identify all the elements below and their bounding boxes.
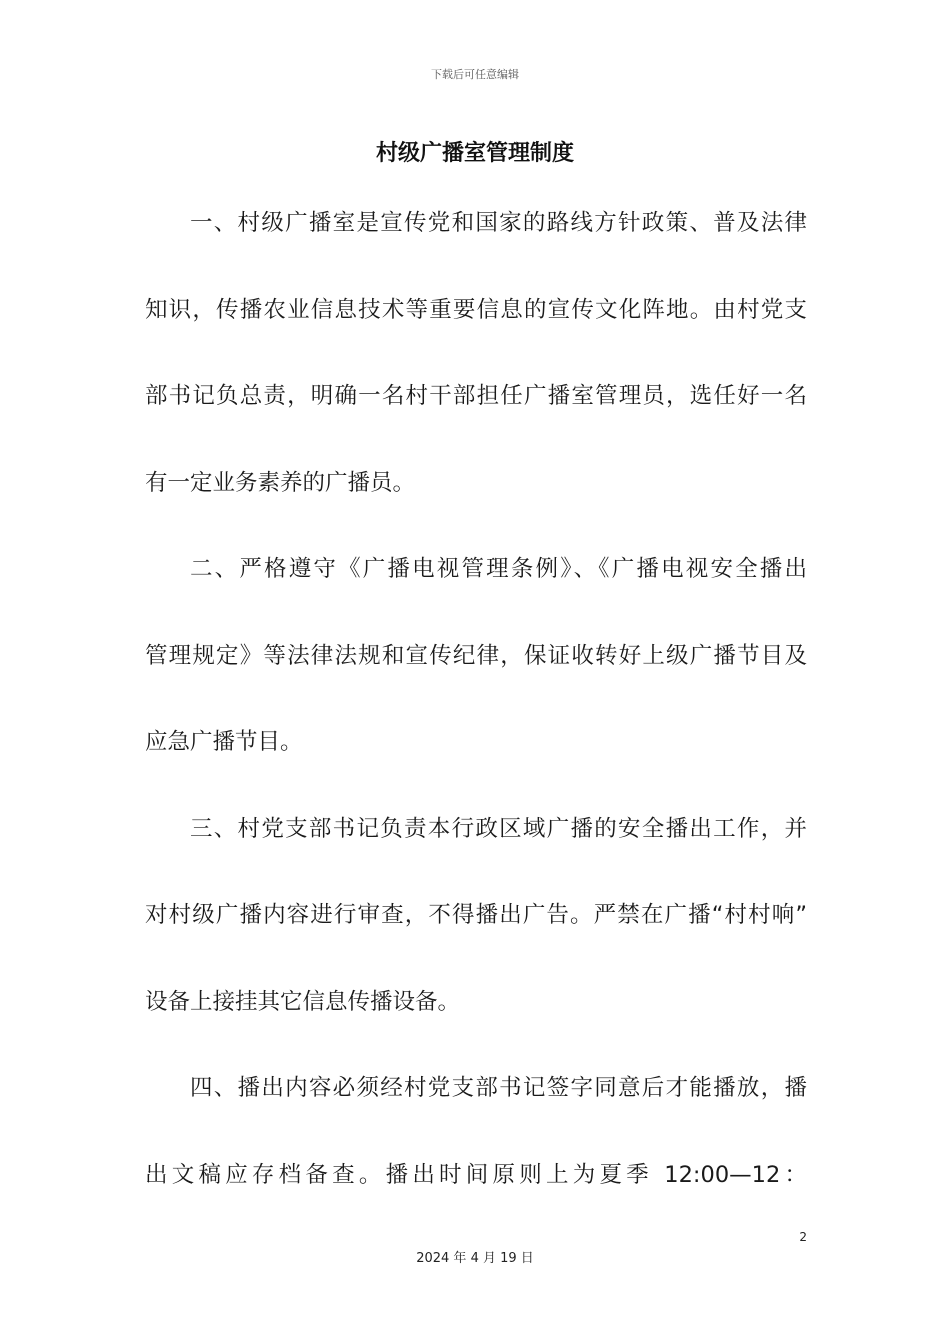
- document-body: [145, 180, 807, 1218]
- paragraph-3-line-3: 设备上接挂其它信息传播设备。: [145, 988, 461, 1015]
- paragraph-4-line-1: 四、播出内容必须经村党支部书记签字同意后才能播放，播: [190, 1075, 807, 1101]
- paragraph-2-line-1: 二、严格遵守《广播电视管理条例》、《广播电视安全播出: [190, 556, 807, 582]
- document-title: 村级广播室管理制度: [375, 141, 574, 166]
- footer-date: 2024 年 4 月 19 日: [416, 1251, 534, 1266]
- paragraph-1-line-1: 一、村级广播室是宣传党和国家的路线方针政策、普及法律: [190, 210, 807, 236]
- paragraph-1-line-4: 有一定业务素养的广播员。: [145, 469, 416, 496]
- page-number: 2: [799, 1230, 807, 1244]
- paragraph-4-line-2: 出文稿应存档备查。播出时间原则上为夏季 12:00—12：: [145, 1161, 807, 1188]
- header-note: 下载后可任意编辑: [431, 68, 519, 81]
- paragraph-3-line-2: 对村级广播内容进行审查，不得播出广告。严禁在广播“村村响”: [145, 902, 807, 928]
- paragraph-1-line-2: 知识，传播农业信息技术等重要信息的宣传文化阵地。由村党支: [145, 296, 807, 323]
- paragraph-3-line-1: 三、村党支部书记负责本行政区域广播的安全播出工作，并: [190, 815, 807, 842]
- paragraph-2-line-3: 应急广播节目。: [145, 729, 303, 755]
- paragraph-2-line-2: 管理规定》等法律法规和宣传纪律，保证收转好上级广播节目及: [145, 642, 807, 669]
- paragraph-1-line-3: 部书记负总责，明确一名村干部担任广播室管理员，选任好一名: [145, 383, 807, 409]
